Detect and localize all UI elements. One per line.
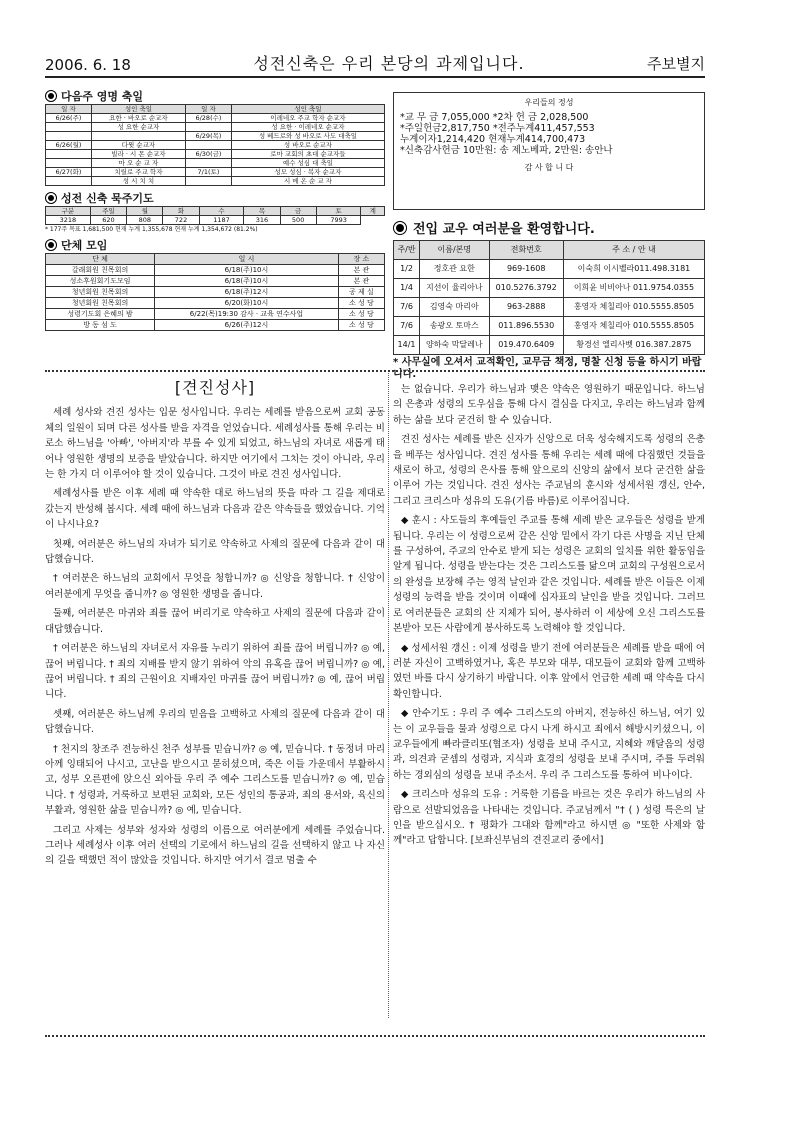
table-cell: 1/4 xyxy=(394,279,420,298)
article-paragraph: † 여러분은 하느님의 자녀로서 자유를 누리기 위하여 죄를 끊어 버립니까? ◎ 예, 끊어 버립니다. † 죄의 지배를 받지 않기 위하여 악의 유혹을 끊어 버립니까? ◎ 예, 끊어 버립니다. † 죄의 근원이요 지배자인 마귀를 끊어 버립니까? ◎ 예, 끊어 버립니다. xyxy=(45,643,385,701)
table-cell: 성 베드로와 성 바오로 사도 대축일 xyxy=(231,132,384,141)
welcome-title: 전입 교우 여러분을 환영합니다. xyxy=(393,218,705,237)
table-cell: 6/29(목) xyxy=(186,132,232,141)
table-cell: 7/1(토) xyxy=(186,168,232,177)
table-row xyxy=(46,168,385,177)
left-column xyxy=(45,88,385,331)
circle-bullet-icon xyxy=(45,192,57,204)
table-cell: 성모 성심 · 복자 순교자 xyxy=(231,168,384,177)
table-cell: 빌라 · 시 몬 순교자 xyxy=(91,150,185,159)
table-header-cell: 금 xyxy=(280,207,316,216)
offering-title: 우리들의 정성 xyxy=(524,98,574,107)
table-cell: 예수 성심 대 축일 xyxy=(231,159,384,168)
table-cell: 14/1 xyxy=(394,336,420,355)
table-header-cell: 성인 축일 xyxy=(231,105,384,114)
table-cell xyxy=(46,159,92,168)
article-paragraph: † 여러분은 하느님의 교회에서 무엇을 청합니까? ◎ 신앙을 청합니다. † 신앙이 여러분에게 무엇을 줍니까? ◎ 영원한 생명을 줍니다. xyxy=(45,573,385,600)
article-paragraph: ◆ 크리스마 성유의 도유 : 거룩한 기름을 바르는 것은 우리가 하느님의 사람으로 선발되었음을 나타내는 것입니다. 주교님께서 "† ( ) 성령 특은의 날인을 받으십시오. † 평화가 그대와 함께"라고 하시면 ◎ "또한 사제와 함께"라고 답합니다. [보좌신부님의 견진교리 중에서] xyxy=(393,789,705,847)
article-paragraph: 셋째, 여러분은 하느님께 우리의 믿음을 고백하고 사제의 질문에 다음과 같이 대답했습니다. xyxy=(45,708,385,736)
table-cell: 6/28(수) xyxy=(186,114,232,123)
table-row xyxy=(46,114,385,123)
table-row xyxy=(46,150,385,159)
article-left-column xyxy=(45,378,385,873)
article-paragraph: ◆ 성세서원 갱신 : 이제 성령을 받기 전에 여러분들은 세례를 받을 때에 여러분 자신이 고백하였거나, 혹은 부모와 대부, 대모들이 교회와 함께 고백하였던 바를 다시 상기하기 바랍니다. 이후 앞에서 언급한 세례 때 약속을 다시 확인합니다. xyxy=(393,642,705,700)
table-cell: 6/18(주)10시 xyxy=(155,276,339,287)
table-cell xyxy=(46,123,92,132)
table-cell: 011.896.5530 xyxy=(489,317,563,336)
table-header-row xyxy=(46,105,385,114)
table-cell: 갈래회원 친목회의 xyxy=(46,265,155,276)
table-header-row xyxy=(46,254,385,265)
article-paragraph: ◆ 훈시 : 사도들의 후예들인 주교를 통해 세례 받은 교우들은 성령을 받게 됩니다. 우리는 이 성령으로써 같은 신앙 밑에서 각기 다른 사명을 지닌 단체를 구성하여, 주교의 안수로 받게 되는 성령은 교회의 일치를 위한 활동임을 알게 됩니다. 성령을 받는다는 것은 그리스도를 닮으며 교회의 구성원으로서의 완성을 보장해 주는 영적 날인과 같은 것입니다. 세례를 받은 이들은 이제 성령의 능력을 받을 것이며 이때에 십자표의 날인을 받을 것입니다. 그러므로 여러분들은 교회의 산 지체가 되어, 봉사하러 이 세상에 오신 그리스도를 본받아 모든 사람에게 봉사하도록 노력해야 할 것입니다. xyxy=(393,515,705,635)
table-header-cell: 이름/본명 xyxy=(420,241,489,260)
offering-line: *교 무 금 7,055,000 *2차 헌 금 2,028,500 xyxy=(400,112,589,123)
table-cell: 소 성 당 xyxy=(338,320,384,331)
table-cell xyxy=(46,132,92,141)
table-cell: 6/26(주) xyxy=(46,114,92,123)
table-row xyxy=(394,336,705,355)
table-row xyxy=(46,132,385,141)
article-paragraph: 견진 성사는 세례를 받은 신자가 신앙으로 더욱 성숙해지도록 성령의 은총을 베푸는 성사입니다. 견진 성사를 통해 우리는 세례 때에 다짐했던 것들을 새로이 하고, 성령의 은사를 통해 앞으로의 신앙의 삶에서 보다 굳건한 삶을 이루어 가는 것입니다. 견진 성사는 주교님의 훈시와 성세서원 갱신, 안수, 그리고 크리스마 성유의 도유(기름 바름)로 이루어집니다. xyxy=(393,434,705,507)
table-header-cell: 단 체 xyxy=(46,254,155,265)
feast-table xyxy=(45,104,385,186)
table-cell: 양하숙 막달레나 xyxy=(420,336,489,355)
table-cell: 6/30(금) xyxy=(186,150,232,159)
table-row xyxy=(46,177,385,186)
table-row xyxy=(394,298,705,317)
table-header-cell: 일 자 xyxy=(46,105,92,114)
table-cell: 공 제 실 xyxy=(338,287,384,298)
prayer-section-title: 성전 신축 묵주기도 xyxy=(45,190,385,206)
table-cell: 808 xyxy=(127,216,163,225)
table-cell: 3218 xyxy=(46,216,91,225)
table-cell: 이희윤 비비아나 011.9754.0355 xyxy=(563,279,704,298)
article-left-body xyxy=(45,405,385,868)
table-cell: 김영숙 마리아 xyxy=(420,298,489,317)
table-cell: 다윗 순교자 xyxy=(91,141,185,150)
table-header-cell: 장 소 xyxy=(338,254,384,265)
table-cell: 청년회원 친목회의 xyxy=(46,287,155,298)
right-column xyxy=(393,92,705,381)
table-row xyxy=(46,276,385,287)
table-cell: 성 시 치 치 xyxy=(91,177,185,186)
table-row xyxy=(46,287,385,298)
table-cell: 본 관 xyxy=(338,276,384,287)
table-cell: 마 오 순 교 자 xyxy=(91,159,185,168)
table-row xyxy=(394,260,705,279)
issue-date: 2006. 6. 18 xyxy=(45,56,131,74)
table-cell: 지선이 율리아나 xyxy=(420,279,489,298)
article-paragraph: 첫째, 여러분은 하느님의 자녀가 되기로 약속하고 사제의 질문에 다음과 같이 대답했습니다. xyxy=(45,538,385,566)
table-row xyxy=(46,216,385,225)
page-header xyxy=(45,48,705,78)
table-header-cell: 주일 xyxy=(90,207,126,216)
table-cell: 7993 xyxy=(316,216,361,225)
table-header-cell: 화 xyxy=(163,207,199,216)
newcomers-table xyxy=(393,240,705,355)
table-cell: 송광오 토마스 xyxy=(420,317,489,336)
table-header-cell: 월 xyxy=(127,207,163,216)
table-cell: 969-1608 xyxy=(489,260,563,279)
article-paragraph: ◆ 안수기도 : 우리 주 예수 그리스도의 아버지, 전능하신 하느님, 여기 있는 이 교우들을 물과 성령으로 다시 나게 하시고 죄에서 해방시키셨으니, 이 교우들에게 빠라클리또(협조자) 성령을 보내 주시고, 지혜와 깨달음의 성령과, 의견과 굳셈의 성령과, 지식과 효경의 성령을 보내 주시며, 주를 두려워하는 경외심의 성령을 보내 주소서. 우리 주 그리스도를 통하여 비나이다. xyxy=(393,708,705,781)
article-paragraph: 둘째, 여러분은 마귀와 죄를 끊어 버리기로 약속하고 사제의 질문에 다음과 같이 대답했습니다. xyxy=(45,608,385,635)
article-right-body xyxy=(393,382,705,849)
table-cell: 성령기도회 은혜의 밤 xyxy=(46,309,155,320)
feast-section-title: 다음주 영명 축일 xyxy=(45,88,385,104)
table-cell: 6/27(화) xyxy=(46,168,92,177)
table-cell: 620 xyxy=(90,216,126,225)
rosary-table xyxy=(45,206,385,225)
bulletin-name: 주보별지 xyxy=(647,55,705,73)
table-cell: 6/26(주)12시 xyxy=(155,320,339,331)
table-header-cell: 수 xyxy=(199,207,244,216)
table-cell: 010.5276.3792 xyxy=(489,279,563,298)
table-cell xyxy=(186,177,232,186)
table-header-cell: 주/반 xyxy=(394,241,420,260)
table-cell xyxy=(186,141,232,150)
table-cell: 6/22(목)19:30 감사 · 교육 연수사업 xyxy=(155,309,339,320)
table-cell: 성 요한 순교자 xyxy=(91,123,185,132)
table-row xyxy=(46,298,385,309)
table-cell: 이레네오 주교 학자 순교자 xyxy=(231,114,384,123)
table-cell: 로마 교회의 초대 순교자들 xyxy=(231,150,384,159)
circle-bullet-icon xyxy=(45,90,57,102)
table-cell: 성 요한 · 이레네오 순교자 xyxy=(231,123,384,132)
article-right-column xyxy=(393,382,705,853)
table-header-cell: 주 소 / 안 내 xyxy=(563,241,704,260)
parish-slogan: 성전신축은 우리 본당의 과제입니다. xyxy=(253,54,525,73)
table-cell: 6/26(월) xyxy=(46,141,92,150)
table-cell: 방 동 섬 도 xyxy=(46,320,155,331)
table-cell: 시 메 온 순 교 자 xyxy=(231,177,384,186)
groups-section-title: 단체 모임 xyxy=(45,237,385,253)
circle-bullet-icon xyxy=(393,221,407,235)
table-header-cell: 목 xyxy=(244,207,280,216)
table-cell: 1/2 xyxy=(394,260,420,279)
table-row xyxy=(46,141,385,150)
table-cell: 019.470.6409 xyxy=(489,336,563,355)
table-header-cell: 전화번호 xyxy=(489,241,563,260)
groups-table xyxy=(45,253,385,331)
table-cell xyxy=(186,123,232,132)
article-paragraph: 는 없습니다. 우리가 하느님과 맺은 약속은 영원하기 때문입니다. 하느님의 은총과 성령의 도우심을 통해 다시 결심을 다지고, 우리는 하느님과 함께 하는 삶을 보다 굳건히 할 수 있습니다. xyxy=(393,384,705,426)
table-cell: 7/6 xyxy=(394,317,420,336)
table-row xyxy=(394,317,705,336)
table-cell: 500 xyxy=(280,216,316,225)
table-cell: 본 관 xyxy=(338,265,384,276)
table-header-cell: 구분 xyxy=(46,207,91,216)
table-row xyxy=(46,123,385,132)
table-cell: 홍영자 체칠리아 010.5555.8505 xyxy=(563,317,704,336)
offering-line: *신축감사헌금 10만원: 송 제노베파, 2만원: 송안나 xyxy=(400,145,613,156)
table-cell xyxy=(46,150,92,159)
table-header-row xyxy=(394,241,705,260)
table-cell: 성 바오로 순교자 xyxy=(231,141,384,150)
table-cell: 1187 xyxy=(199,216,244,225)
offering-lines xyxy=(400,112,698,156)
table-cell: 6/20(화)10시 xyxy=(155,298,339,309)
table-cell xyxy=(46,177,92,186)
table-cell: 이숙희 이시벨라011.498.3181 xyxy=(563,260,704,279)
table-cell: 소 성 당 xyxy=(338,309,384,320)
article-paragraph: 그리고 사제는 성부와 성자와 성령의 이름으로 여러분에게 세례를 주었습니다. 그러나 세례성사 이후 여러 선택의 기로에서 하느님의 길을 선택하지 않고 나 자신의 길을 택했던 적이 많았을 것입니다. 하지만 여기서 결코 멈출 수 xyxy=(45,824,385,867)
table-row xyxy=(46,320,385,331)
table-cell xyxy=(186,159,232,168)
table-cell: 722 xyxy=(163,216,199,225)
table-row xyxy=(46,265,385,276)
table-header-cell: 성인 축일 xyxy=(91,105,185,114)
table-row xyxy=(46,309,385,320)
table-header-cell: 토 xyxy=(316,207,361,216)
table-cell: 황경선 엘리사벳 016.387.2875 xyxy=(563,336,704,355)
table-cell: 홍영자 체칠리아 010.5555.8505 xyxy=(563,298,704,317)
rosary-note: * 177주 목표 1,681,500 현재 누계 1,355,678 현재 누계 1,354,672 (81.2%) xyxy=(45,226,258,233)
offering-line: 누계이자1,214,420 현재누계414,700,473 xyxy=(400,134,586,145)
table-cell: 요한 · 바오로 순교자 xyxy=(91,114,185,123)
table-cell: 6/18(주)10시 xyxy=(155,265,339,276)
offering-footer: 감 사 합 니 다 xyxy=(524,163,574,172)
table-cell xyxy=(91,132,185,141)
table-header-row xyxy=(46,207,385,216)
table-cell: 6/18(주)12시 xyxy=(155,287,339,298)
circle-bullet-icon xyxy=(45,239,57,251)
table-cell: 치릴로 주교 학자 xyxy=(91,168,185,177)
divider-top xyxy=(45,370,705,372)
table-cell: 소 성 당 xyxy=(338,298,384,309)
offering-box xyxy=(393,92,705,210)
table-header-cell: 일 시 xyxy=(155,254,339,265)
table-cell: 316 xyxy=(244,216,280,225)
article-paragraph: 세례 성사와 견진 성사는 입문 성사입니다. 우리는 세례를 받음으로써 교회 공동체의 일원이 되며 다른 성사를 받을 자격을 얻었습니다. 세례성사를 통해 우리는 비로소 하느님을 '아빠', '아버지'라 부를 수 있게 되었고, 하느님의 자녀로 새롭게 태어나 영원한 생명의 보증을 받았습니다. 하지만 여기에서 그치는 것이 아니라, 우리는 한 가지 더 이루어야 할 것이 있습니다. 그것이 바로 견진 성사입니다. xyxy=(45,407,385,481)
article-title: [견진성사] xyxy=(174,378,256,397)
newcomers-note: * 사무실에 오셔서 교적확인, 교무금 책정, 명찰 신청 등을 하시기 바랍니다. xyxy=(393,357,702,380)
divider-bottom xyxy=(45,1035,705,1037)
table-cell: 7/6 xyxy=(394,298,420,317)
table-row xyxy=(394,279,705,298)
table-row xyxy=(46,159,385,168)
table-cell: 성소후원회기도모임 xyxy=(46,276,155,287)
table-header-cell: 일 자 xyxy=(186,105,232,114)
offering-line: *주일헌금2,817,750 *전주누계411,457,553 xyxy=(400,123,595,134)
article-paragraph: 세례성사를 받은 이후 세례 때 약속한 대로 하느님의 뜻을 따라 그 길을 제대로 갔는지 반성해 봅시다. 세례 때에 하느님과 다음과 같은 약속들을 했었습니다. 기억이 나시나요? xyxy=(45,488,385,531)
article-paragraph: † 천지의 창조주 전능하신 천주 성부를 믿습니까? ◎ 예, 믿습니다. † 동정녀 마리아께 잉태되어 나시고, 고난을 받으시고 묻히셨으며, 죽은 이들 가운데서 부활하시고, 성부 오른편에 앉으신 외아들 우리 주 예수 그리스도를 믿습니까? ◎ 예, 믿습니다. † 성령과, 거룩하고 보편된 교회와, 모든 성인의 통공과, 죄의 용서와, 육신의 부활과, 영원한 삶을 믿습니까? ◎ 예, 믿습니다. xyxy=(45,743,385,817)
column-divider xyxy=(388,373,389,1018)
table-cell: 963-2888 xyxy=(489,298,563,317)
table-cell: 청년회원 친목회의 xyxy=(46,298,155,309)
table-cell: 정호관 요한 xyxy=(420,260,489,279)
table-header-cell: 계 xyxy=(361,207,385,216)
